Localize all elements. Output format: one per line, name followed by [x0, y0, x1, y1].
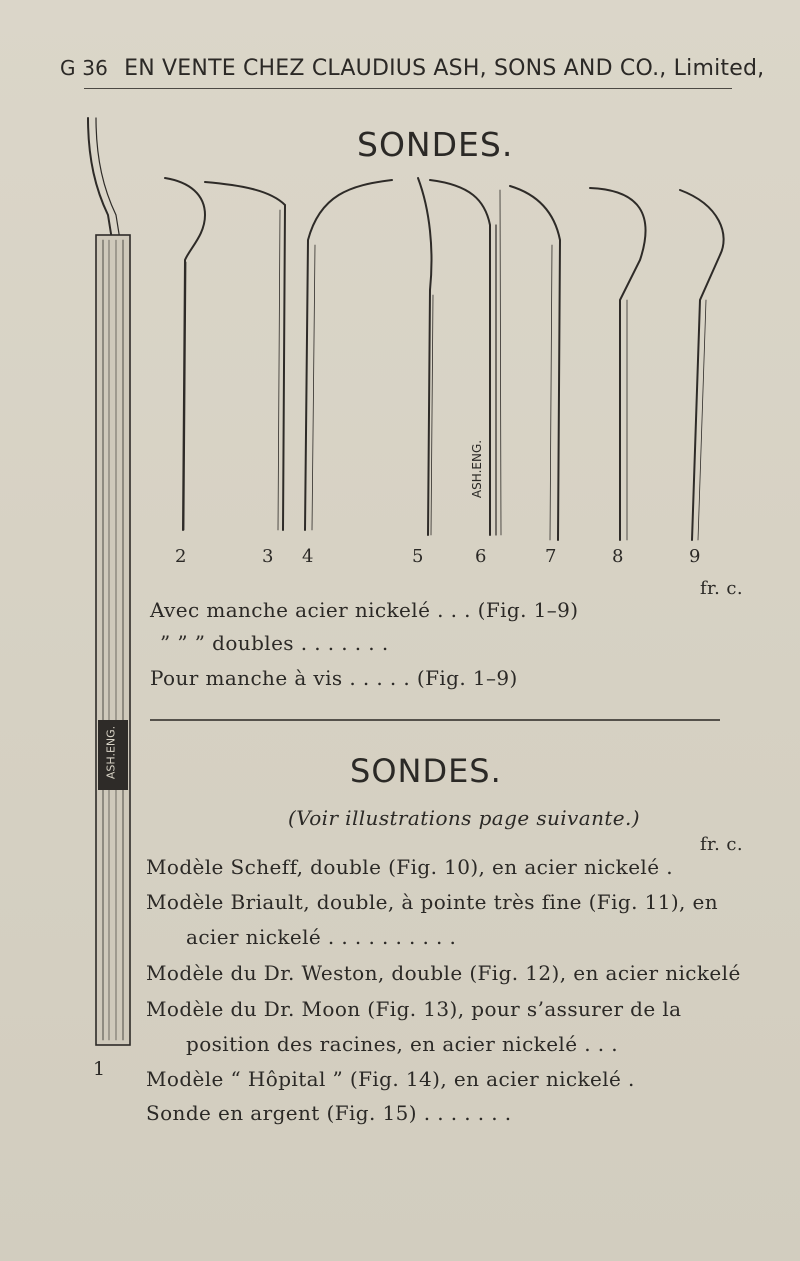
price-header: fr. c.	[700, 834, 743, 855]
figure-number: 6	[475, 546, 487, 567]
item-line: position des racines, en acier nickelé . . .	[186, 1032, 619, 1056]
section2-title: SONDES.	[350, 752, 502, 790]
figure-number: 2	[175, 546, 187, 567]
engraver-mark-handle: ASH.ENG.	[104, 725, 118, 780]
probe-fig-2	[165, 178, 205, 530]
figure-number: 8	[612, 546, 624, 567]
section2-subtitle: (Voir illustrations page suivante.)	[288, 806, 640, 830]
price-header: fr. c.	[700, 578, 743, 599]
item-line: ” ” ” doubles . . . . . . .	[160, 631, 389, 655]
probe-fig-5	[418, 178, 433, 535]
item-line: Avec manche acier nickelé . . . (Fig. 1–9)	[150, 598, 579, 622]
item-line: Modèle Scheff, double (Fig. 10), en acier nickelé .	[146, 855, 673, 879]
section1-title: SONDES.	[357, 125, 514, 164]
item-line: Modèle “ Hôpital ” (Fig. 14), en acier nickelé .	[146, 1067, 635, 1091]
header-text: EN VENTE CHEZ CLAUDIUS ASH, SONS AND CO., Limited,	[124, 56, 765, 81]
item-line: Modèle du Dr. Weston, double (Fig. 12), en acier nickelé	[146, 961, 741, 985]
item-line: acier nickelé . . . . . . . . . .	[186, 925, 457, 949]
probe-fig-3	[205, 182, 285, 530]
probe-fig-1	[88, 118, 130, 1045]
figure-number: 5	[412, 546, 424, 567]
figure-number: 9	[689, 546, 701, 567]
item-line: Pour manche à vis . . . . . (Fig. 1–9)	[150, 666, 518, 690]
figure-number: 7	[545, 546, 557, 567]
item-line: Sonde en argent (Fig. 15) . . . . . . .	[146, 1101, 512, 1125]
figure-number: 4	[302, 546, 314, 567]
item-line: Modèle Briault, double, à pointe très fine (Fig. 11), en	[146, 890, 719, 914]
probe-fig-7	[510, 186, 560, 540]
probe-fig-4	[305, 180, 392, 530]
item-line: Modèle du Dr. Moon (Fig. 13), pour s’assurer de la	[146, 997, 682, 1021]
probe-fig-6	[430, 180, 501, 535]
page-number: G 36	[60, 56, 109, 80]
engraver-mark-top: ASH.ENG.	[470, 439, 484, 499]
section-divider	[150, 719, 720, 721]
figure-number: 1	[93, 1058, 106, 1080]
probe-fig-8	[590, 188, 646, 540]
figure-number: 3	[262, 546, 274, 567]
probe-fig-9	[680, 190, 724, 540]
